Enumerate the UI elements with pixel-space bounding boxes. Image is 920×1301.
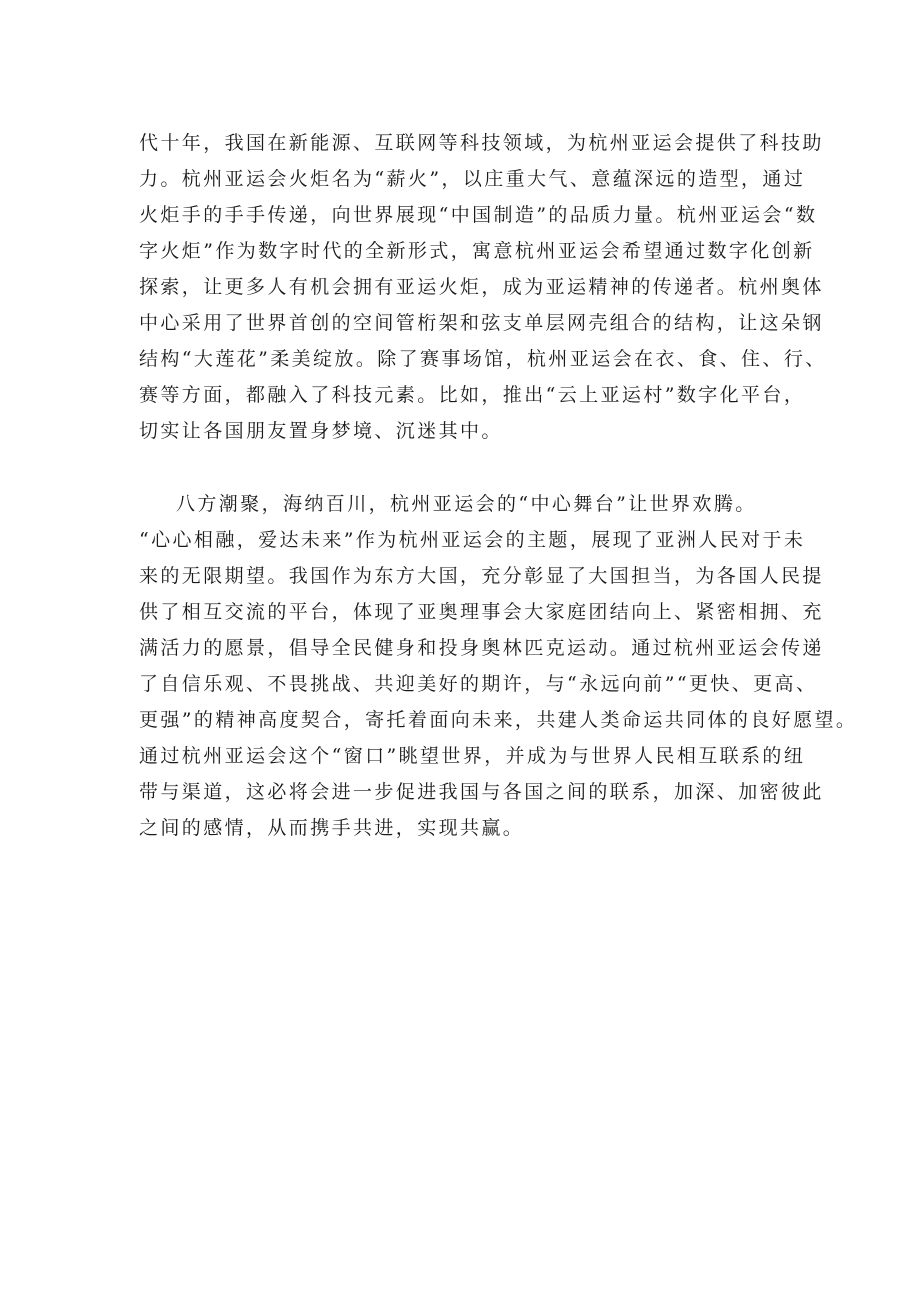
paragraph-line: 带与渠道，这必将会进一步促进我国与各国之间的联系，加深、加密彼此 <box>139 781 824 803</box>
paragraph-line: “心心相融，爱达未来”作为杭州亚运会的主题，展现了亚洲人民对于未 <box>139 529 806 551</box>
paragraph-line: 更强”的精神高度契合，寄托着面向未来，共建人类命运共同体的良好愿望。 <box>139 709 858 731</box>
paragraph-line: 来的无限期望。我国作为东方大国，充分彰显了大国担当，为各国人民提 <box>139 565 824 587</box>
paragraph-line: 切实让各国朋友置身梦境、沉迷其中。 <box>139 420 503 442</box>
paragraph-line: 赛等方面，都融入了科技元素。比如，推出“云上亚运村”数字化平台， <box>139 384 806 406</box>
paragraph-line: 八方潮聚，海纳百川，杭州亚运会的“中心舞台”让世界欢腾。 <box>176 493 757 515</box>
paragraph-line: 满活力的愿景，倡导全民健身和投身奥林匹克运动。通过杭州亚运会传递 <box>139 637 824 659</box>
paragraph-line: 力。杭州亚运会火炬名为“薪火”，以庄重大气、意蕴深远的造型，通过 <box>139 168 806 190</box>
paragraph-line: 探索，让更多人有机会拥有亚运火炬，成为亚运精神的传递者。杭州奥体 <box>139 276 824 298</box>
paragraph-line: 字火炬”作为数字时代的全新形式，寓意杭州亚运会希望通过数字化创新 <box>139 240 815 262</box>
paragraph-line: 代十年，我国在新能源、互联网等科技领域，为杭州亚运会提供了科技助 <box>139 132 824 154</box>
paragraph-line: 中心采用了世界首创的空间管桁架和弦支单层网壳组合的结构，让这朵钢 <box>139 312 824 334</box>
paragraph-line: 结构“大莲花”柔美绽放。除了赛事场馆，杭州亚运会在衣、食、住、行、 <box>139 348 827 370</box>
paragraph-line: 通过杭州亚运会这个“窗口”眺望世界，并成为与世界人民相互联系的纽 <box>139 745 806 767</box>
paragraph-line: 供了相互交流的平台，体现了亚奥理事会大家庭团结向上、紧密相拥、充 <box>139 601 824 623</box>
paragraph-line: 之间的感情，从而携手共进，实现共赢。 <box>139 817 525 839</box>
paragraph-line: 了自信乐观、不畏挑战、共迎美好的期许，与“永远向前”“更快、更高、 <box>139 673 818 695</box>
paragraph-line: 火炬手的手手传递，向世界展现“中国制造”的品质力量。杭州亚运会“数 <box>139 204 818 226</box>
